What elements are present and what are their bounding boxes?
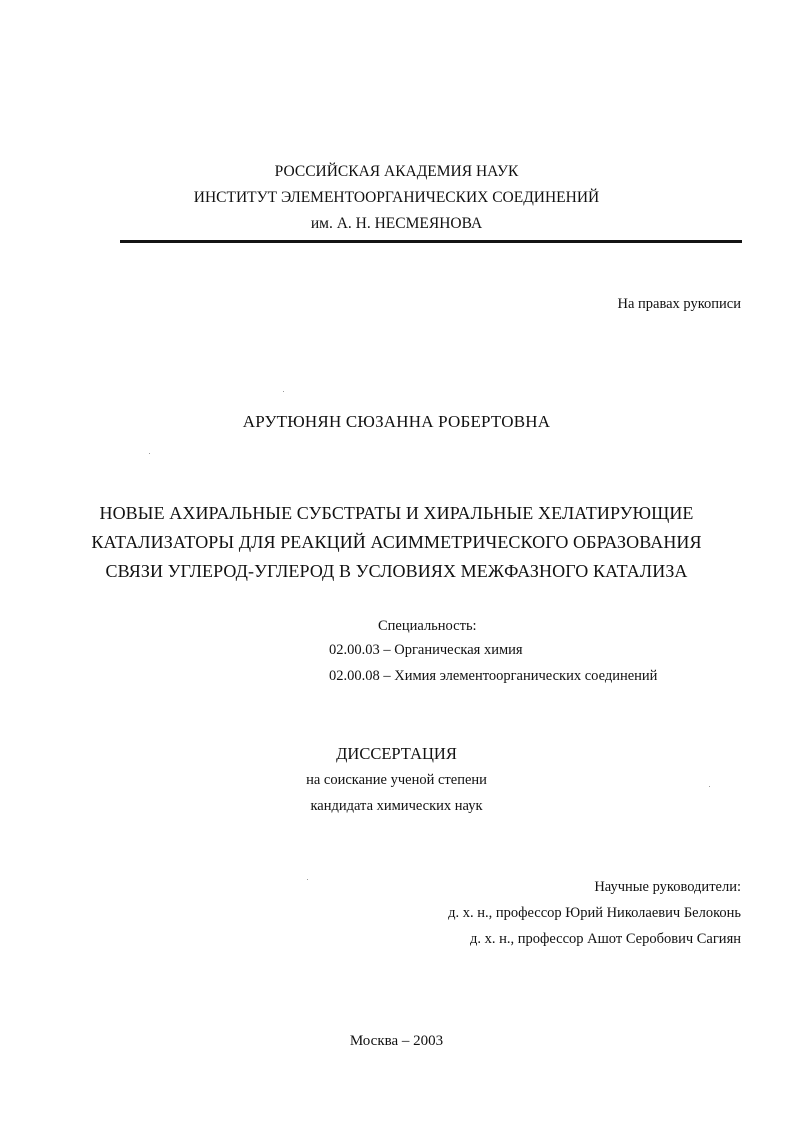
degree-line-1: на соискание ученой степени	[306, 772, 487, 788]
specialty-item: 02.00.08 – Химия элементоорганических соединений	[329, 668, 658, 684]
supervisors-label: Научные руководители:	[594, 879, 741, 895]
thesis-title-line-2: КАТАЛИЗАТОРЫ ДЛЯ РЕАКЦИЙ АСИММЕТРИЧЕСКОГО ОБРАЗОВАНИЯ	[91, 532, 702, 552]
institute-named-after: им. А. Н. НЕСМЕЯНОВА	[310, 215, 483, 232]
scan-speck	[307, 879, 308, 880]
supervisor-item: д. х. н., профессор Ашот Серобович Сагиян	[469, 931, 741, 947]
author-name: АРУТЮНЯН СЮЗАННА РОБЕРТОВНА	[242, 412, 551, 431]
specialty-item: 02.00.03 – Органическая химия	[329, 642, 523, 658]
scan-speck	[149, 453, 150, 454]
degree-line-2: кандидата химических наук	[310, 798, 483, 814]
scan-speck	[709, 786, 710, 787]
thesis-title-line-1: НОВЫЕ АХИРАЛЬНЫЕ СУБСТРАТЫ И ХИРАЛЬНЫЕ ХЕЛАТИРУЮЩИЕ	[99, 503, 694, 523]
dissertation-heading: ДИССЕРТАЦИЯ	[336, 744, 457, 763]
manuscript-rights-note: На правах рукописи	[617, 296, 741, 312]
thesis-title-line-3: СВЯЗИ УГЛЕРОД-УГЛЕРОД В УСЛОВИЯХ МЕЖФАЗНОГО КАТАЛИЗА	[105, 561, 688, 581]
scan-speck	[283, 391, 284, 392]
academy-name: РОССИЙСКАЯ АКАДЕМИЯ НАУК	[274, 163, 519, 180]
specialty-label: Специальность:	[378, 618, 477, 634]
supervisor-item: д. х. н., профессор Юрий Николаевич Белоконь	[448, 905, 741, 921]
city-year: Москва – 2003	[349, 1033, 444, 1049]
institute-name: ИНСТИТУТ ЭЛЕМЕНТООРГАНИЧЕСКИХ СОЕДИНЕНИЙ	[193, 189, 600, 206]
header-divider	[120, 240, 742, 243]
